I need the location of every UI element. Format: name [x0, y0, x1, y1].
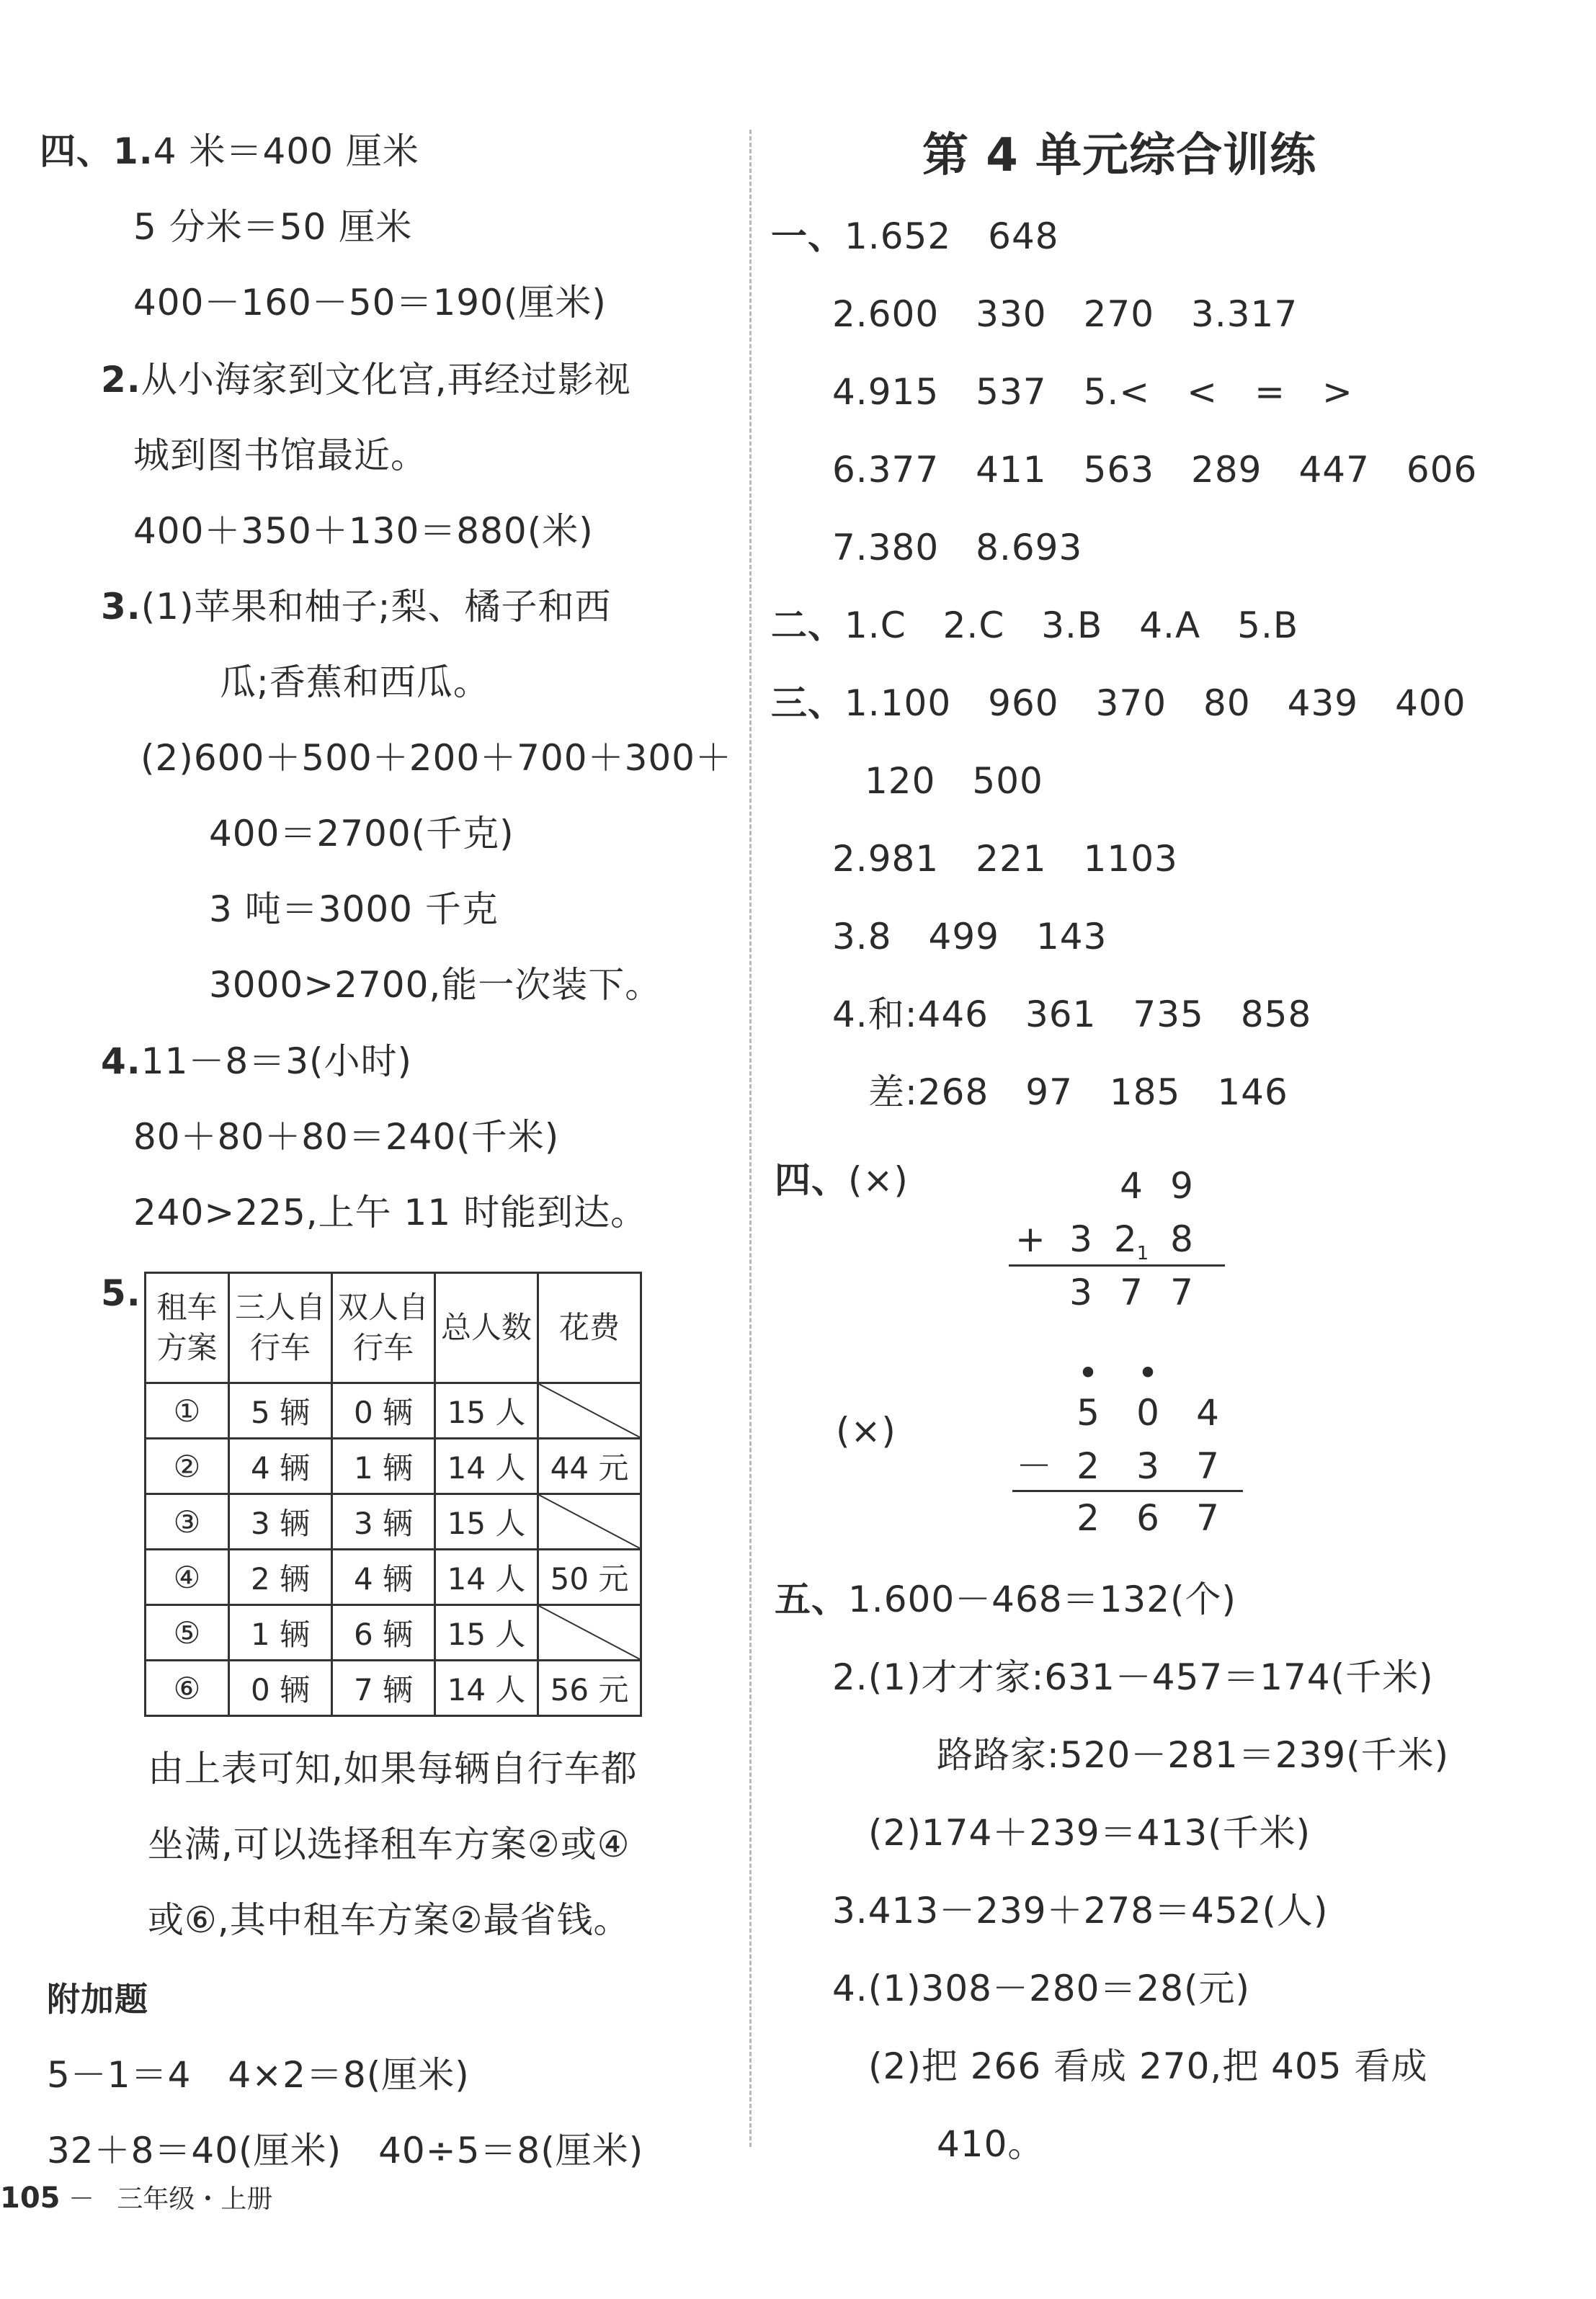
- table-row: [146, 1383, 641, 1439]
- sub-row1-digit: 0: [1136, 1392, 1159, 1434]
- add-row2-digit: $2_1$: [1113, 1218, 1149, 1264]
- table-cell: 5 辆: [229, 1383, 332, 1439]
- table-cell: 14 人: [435, 1661, 538, 1716]
- table-cell: 15 人: [435, 1383, 538, 1439]
- table-cell: ④: [146, 1550, 229, 1605]
- borrow-dot: •: [1137, 1352, 1159, 1394]
- table-row: [146, 1494, 641, 1550]
- sub-result-digit: 7: [1196, 1497, 1219, 1539]
- table-cell: 1 辆: [229, 1605, 332, 1661]
- table-row: [146, 1661, 641, 1716]
- table-header-cell: 租车方案: [146, 1273, 229, 1383]
- q4-3-line6: 3000>2700,能一次装下。: [209, 964, 662, 1006]
- table-row: [146, 1605, 641, 1661]
- table-cell: ⑥: [146, 1661, 229, 1716]
- unit-title: 第 4 单元综合训练: [922, 129, 1317, 182]
- bonus-title: 附加题: [47, 1980, 148, 2019]
- table-cell: 14 人: [435, 1550, 538, 1605]
- s5-line6: 4.(1)308－280＝28(元): [832, 1968, 1251, 2009]
- q4-4-line3: 240>225,上午 11 时能到达。: [133, 1192, 648, 1233]
- q4-5-conclusion-2: 坐满,可以选择租车方案②或④: [148, 1823, 630, 1865]
- table-cell: 14 人: [435, 1439, 538, 1494]
- add-row2-digit: 8: [1170, 1218, 1193, 1260]
- footer-grade: 三年级・上册: [117, 2184, 273, 2214]
- s5-line2: 2.(1)才才家:631－457＝174(千米): [832, 1656, 1434, 1698]
- table-cell: ⑤: [146, 1605, 229, 1661]
- add-row1-digit: 4: [1120, 1165, 1143, 1207]
- sub-row1-digit: 4: [1196, 1392, 1219, 1434]
- s3-line1: 三、1.100 960 370 80 439 400: [771, 682, 1466, 724]
- add-result-digit: 7: [1170, 1272, 1193, 1313]
- table-header-cell: 双人自行车: [332, 1273, 435, 1383]
- q4-3-line2: 瓜;香蕉和西瓜。: [220, 661, 490, 703]
- table-header-cell: 三人自行车: [229, 1273, 332, 1383]
- q4-3-line3: (2)600＋500＋200＋700＋300＋: [141, 737, 732, 779]
- s1-line5: 7.380 8.693: [832, 527, 1083, 568]
- table-cell: ②: [146, 1439, 229, 1494]
- s1-line4: 6.377 411 563 289 447 606: [832, 449, 1478, 491]
- table-cell: 56 元: [538, 1661, 641, 1716]
- q4-3-line4: 400＝2700(千克): [209, 813, 514, 854]
- table-cell: 0 辆: [332, 1383, 435, 1439]
- table-row: [146, 1550, 641, 1605]
- sub-result-digit: 6: [1136, 1497, 1159, 1539]
- sub-row1-digit: 5: [1076, 1392, 1100, 1434]
- q4-4-line2: 80＋80＋80＝240(千米): [133, 1116, 560, 1158]
- footer-dash: －: [68, 2184, 94, 2214]
- table-cell: 1 辆: [332, 1439, 435, 1494]
- table-cell: 2 辆: [229, 1550, 332, 1605]
- s1-line2: 2.600 330 270 3.317: [832, 293, 1298, 335]
- sub-operator: －: [1016, 1445, 1052, 1487]
- q4-5-conclusion-3: 或⑥,其中租车方案②最省钱。: [148, 1899, 630, 1941]
- table-cell: 15 人: [435, 1605, 538, 1661]
- s5-line7: (2)把 266 看成 270,把 405 看成: [868, 2045, 1428, 2087]
- add-result-digit: 7: [1120, 1272, 1143, 1313]
- table-header-cell: 总人数: [435, 1273, 538, 1383]
- q4-1-line1: 四、1.4 米＝400 厘米: [40, 130, 419, 172]
- add-row2-digit: 3: [1069, 1218, 1092, 1260]
- page-footer: [0, 2179, 272, 2215]
- q4-2-line2: 城到图书馆最近。: [133, 434, 427, 476]
- bonus-line2: 32＋8＝40(厘米) 40÷5＝8(厘米): [47, 2130, 644, 2171]
- q4-5-number: 5.: [101, 1272, 141, 1314]
- s1-line1: 一、1.652 648: [771, 215, 1059, 257]
- table-cell: 3 辆: [229, 1494, 332, 1550]
- table-cell: ①: [146, 1383, 229, 1439]
- table-cell: 4 辆: [229, 1439, 332, 1494]
- column-divider: [749, 130, 752, 2147]
- s3-line2: 120 500: [865, 760, 1043, 802]
- s5-line4: (2)174＋239＝413(千米): [868, 1812, 1311, 1854]
- s5-line1: 五、1.600－468＝132(个): [775, 1579, 1237, 1620]
- diagonal-slash: [539, 1384, 640, 1437]
- s3-line6: 差:268 97 185 146: [868, 1071, 1288, 1113]
- q4-3-line5: 3 吨＝3000 千克: [209, 888, 499, 930]
- q4-1-line3: 400－160－50＝190(厘米): [133, 282, 607, 323]
- add-result-digit: 3: [1069, 1272, 1092, 1313]
- table-cell: ③: [146, 1494, 229, 1550]
- table-cell: 7 辆: [332, 1661, 435, 1716]
- table-cell: 6 辆: [332, 1605, 435, 1661]
- s5-line3: 路路家:520－281＝239(千米): [937, 1734, 1450, 1776]
- rental-plan-table: [144, 1272, 642, 1717]
- q4-3-line1: 3.(1)苹果和柚子;梨、橘子和西: [101, 586, 612, 628]
- bonus-line1: 5－1＝4 4×2＝8(厘米): [47, 2054, 470, 2096]
- table-cell: 4 辆: [332, 1550, 435, 1605]
- sub-row2-digit: 7: [1196, 1445, 1219, 1487]
- table-cell-crossed: [538, 1605, 641, 1661]
- table-cell-crossed: [538, 1383, 641, 1439]
- s5-line8: 410。: [937, 2123, 1045, 2165]
- table-row: [146, 1439, 641, 1494]
- add-operator: +: [1015, 1218, 1046, 1260]
- s4-mark-2: (×): [836, 1410, 896, 1452]
- s1-line3: 4.915 537 5.< < = >: [832, 371, 1353, 413]
- q4-4-line1: 4.11－8＝3(小时): [101, 1040, 413, 1082]
- diagonal-slash: [539, 1495, 640, 1548]
- table-header-row: [146, 1273, 641, 1383]
- s3-line4: 3.8 499 143: [832, 916, 1107, 957]
- table-cell-crossed: [538, 1494, 641, 1550]
- s4-mark-1: 四、(×): [775, 1159, 909, 1201]
- diagonal-slash: [539, 1606, 640, 1659]
- q4-2-line1: 2.从小海家到文化宫,再经过影视: [101, 359, 631, 401]
- q4-2-line3: 400＋350＋130＝880(米): [133, 510, 594, 552]
- sub-result-digit: 2: [1076, 1497, 1100, 1539]
- page-number: 105: [0, 2182, 61, 2215]
- s3-line5: 4.和:446 361 735 858: [832, 994, 1312, 1035]
- table-cell: 15 人: [435, 1494, 538, 1550]
- sub-row2-digit: 3: [1136, 1445, 1159, 1487]
- q4-1-line2: 5 分米＝50 厘米: [133, 206, 413, 248]
- carry-mark: 1: [1136, 1243, 1149, 1264]
- table-cell: 3 辆: [332, 1494, 435, 1550]
- table-cell: 50 元: [538, 1550, 641, 1605]
- s3-line3: 2.981 221 1103: [832, 838, 1178, 880]
- q4-5-conclusion-1: 由上表可知,如果每辆自行车都: [148, 1748, 638, 1790]
- s5-line5: 3.413－239＋278＝452(人): [832, 1890, 1329, 1932]
- table-cell: 0 辆: [229, 1661, 332, 1716]
- add-row1-digit: 9: [1170, 1165, 1193, 1207]
- sub-row2-digit: 2: [1076, 1445, 1100, 1487]
- s2-line1: 二、1.C 2.C 3.B 4.A 5.B: [771, 604, 1299, 646]
- table-cell: 44 元: [538, 1439, 641, 1494]
- borrow-dot: •: [1077, 1352, 1099, 1394]
- table-header-cell: 花费: [538, 1273, 641, 1383]
